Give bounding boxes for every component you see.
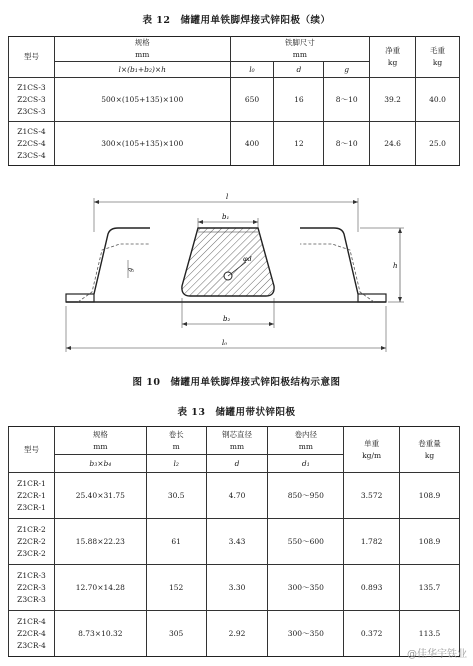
- t13-head-unit: 单重 kg/m: [344, 427, 400, 473]
- t13-r1-roll: 108.9: [400, 519, 460, 565]
- label-b2: b₂: [223, 315, 231, 323]
- label-b1: b₁: [222, 213, 230, 221]
- t13-r3-unit: 0.372: [344, 611, 400, 657]
- t12-head-l0: l₀: [230, 62, 274, 78]
- t13-r2-inner: 300～350: [268, 565, 344, 611]
- t13-r1-dia: 3.43: [206, 519, 268, 565]
- t13-r2-dia: 3.30: [206, 565, 268, 611]
- table13-caption: 表 13 储罐用带状锌阳极: [177, 407, 296, 418]
- t12-r0-spec: 500×(105+135)×100: [54, 78, 230, 122]
- cross-section: [182, 228, 274, 296]
- t13-r0-spec: 25.40×31.75: [54, 473, 146, 519]
- t12-r1-l0: 400: [230, 122, 274, 166]
- t13-r3-len: 305: [146, 611, 206, 657]
- t13-r3-roll: 113.5: [400, 611, 460, 657]
- figure10-caption: 图 10 储罐用单铁脚焊接式锌阳极结构示意图: [132, 377, 341, 388]
- t12-head-model: 型号: [9, 37, 55, 78]
- table12: [8, 36, 460, 166]
- label-g: g: [126, 267, 134, 272]
- t12-r1-net: 24.6: [370, 122, 416, 166]
- t13-head-spec: 规格 mm: [54, 427, 146, 455]
- t12-r0-d: 16: [274, 78, 324, 122]
- t13-r3-models: Z1CR-4 Z2CR-4 Z3CR-4: [9, 611, 55, 657]
- t13-head-roll: 卷重量 kg: [400, 427, 460, 473]
- t13-r1-unit: 1.782: [344, 519, 400, 565]
- left-profile: [94, 228, 150, 294]
- t12-r0-net: 39.2: [370, 78, 416, 122]
- table-row: [9, 565, 460, 611]
- t13-r0-models: Z1CR-1 Z2CR-1 Z3CR-1: [9, 473, 55, 519]
- t13-r1-inner: 550～600: [268, 519, 344, 565]
- table13: [8, 426, 460, 657]
- table-row: [9, 122, 460, 166]
- t12-r0-models: Z1CS-3 Z2CS-3 Z3CS-3: [9, 78, 55, 122]
- t12-r1-gross: 25.0: [416, 122, 460, 166]
- table-row: [9, 473, 460, 519]
- table-row: [9, 519, 460, 565]
- t12-r0-l0: 650: [230, 78, 274, 122]
- t13-head-inner: 卷内径 mm: [268, 427, 344, 455]
- t12-r1-d: 12: [274, 122, 324, 166]
- label-l0: l₀: [222, 339, 228, 347]
- watermark-text: @佳华宇铁业: [407, 649, 467, 660]
- t13-r1-models: Z1CR-2 Z2CR-2 Z3CR-2: [9, 519, 55, 565]
- t13-r2-spec: 12.70×14.28: [54, 565, 146, 611]
- t13-r2-len: 152: [146, 565, 206, 611]
- t13-head-len: 卷长 m: [146, 427, 206, 455]
- t12-head-net: 净重 kg: [370, 37, 416, 78]
- t13-r0-len: 30.5: [146, 473, 206, 519]
- t13-r0-unit: 3.572: [344, 473, 400, 519]
- t12-head-formula: l×(b₁+b₂)×h: [54, 62, 230, 78]
- t13-head-formula: b₃×b₄: [54, 455, 146, 473]
- t13-r2-roll: 135.7: [400, 565, 460, 611]
- t12-r1-spec: 300×(105+135)×100: [54, 122, 230, 166]
- t13-head-len-sym: l₂: [146, 455, 206, 473]
- t13-r0-inner: 850～950: [268, 473, 344, 519]
- left-inner-dashed: [78, 244, 150, 302]
- t12-head-d: d: [274, 62, 324, 78]
- label-d: φd: [243, 255, 252, 263]
- t13-head-inner-sym: d₁: [268, 455, 344, 473]
- label-h: h: [393, 262, 398, 270]
- table-row: [9, 78, 460, 122]
- t12-r1-models: Z1CS-4 Z2CS-4 Z3CS-4: [9, 122, 55, 166]
- t13-r1-spec: 15.88×22.23: [54, 519, 146, 565]
- t12-head-leg: 铁脚尺寸 mm: [230, 37, 370, 62]
- t13-r2-models: Z1CR-3 Z2CR-3 Z3CR-3: [9, 565, 55, 611]
- table-row: [9, 611, 460, 657]
- t13-head-dia: 钢芯直径 mm: [206, 427, 268, 455]
- t13-r1-len: 61: [146, 519, 206, 565]
- table12-caption: 表 12 储罐用单铁脚焊接式锌阳极（续）: [142, 15, 331, 26]
- t13-head-dia-sym: d: [206, 455, 268, 473]
- figure10-drawing: [0, 188, 473, 360]
- t12-r0-g: 8～10: [324, 78, 370, 122]
- t13-r3-dia: 2.92: [206, 611, 268, 657]
- t12-head-g: g: [324, 62, 370, 78]
- t12-head-spec: 规格 mm: [54, 37, 230, 62]
- t13-r3-spec: 8.73×10.32: [54, 611, 146, 657]
- t12-head-gross: 毛重 kg: [416, 37, 460, 78]
- right-inner-dashed: [300, 244, 374, 302]
- right-profile: [300, 228, 358, 294]
- t12-r0-gross: 40.0: [416, 78, 460, 122]
- t13-r2-unit: 0.893: [344, 565, 400, 611]
- t13-r0-roll: 108.9: [400, 473, 460, 519]
- t13-r0-dia: 4.70: [206, 473, 268, 519]
- label-l: l: [226, 193, 229, 201]
- t12-r1-g: 8～10: [324, 122, 370, 166]
- t13-head-model: 型号: [9, 427, 55, 473]
- t13-r3-inner: 300～350: [268, 611, 344, 657]
